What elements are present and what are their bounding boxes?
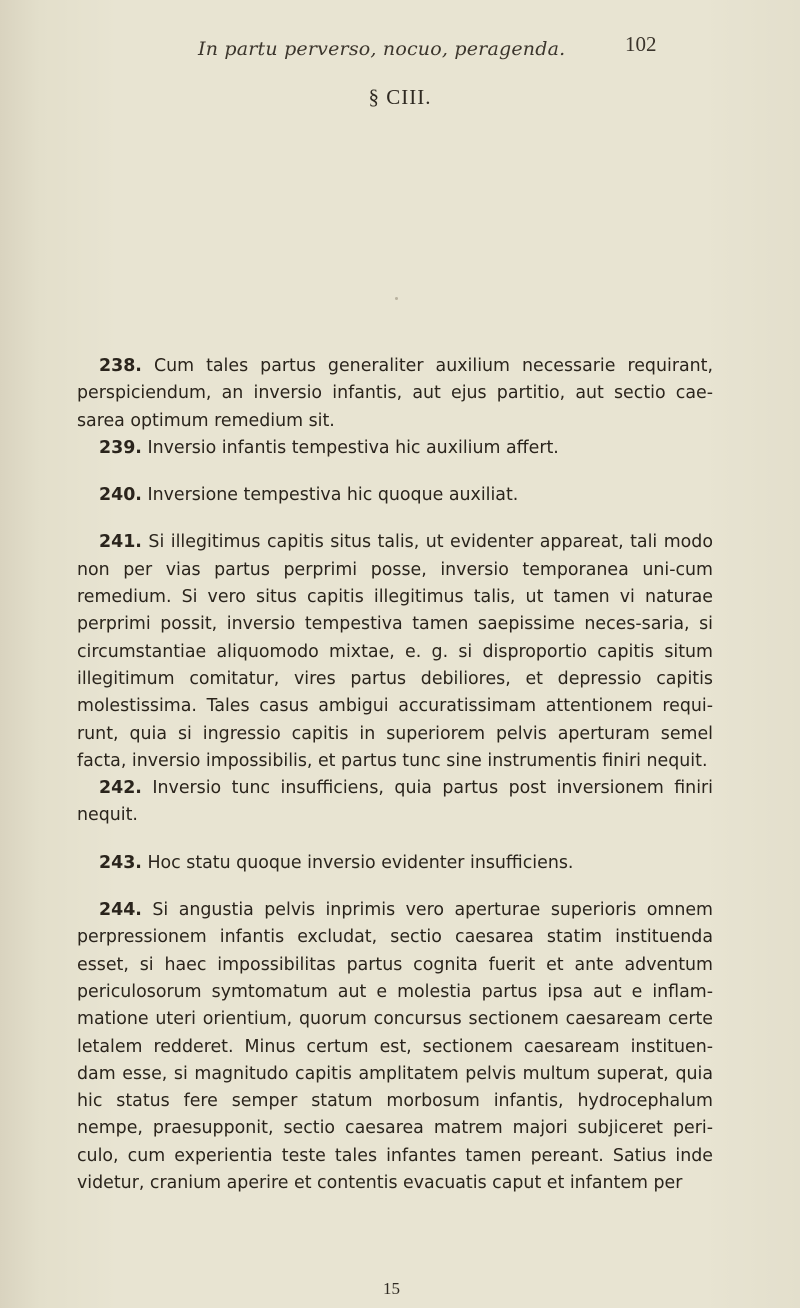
paragraph-text: Si angustia pelvis inprimis vero aperturae superioris omnem perpressionem infantis excludat, sectio caesarea statim instituenda esset, si haec impossibilitas partus cognita fuerit et ante adventum periculosorum symtomatum aut e molestia partus ipsa aut e inflam-matione uteri orientium, quorum concursus sectionem caesaream certe letalem redderet. Minus certum est, sectionem caesaream instituen-dam esse, si magnitudo capitis amplitatem pelvis multum superat, quia hic status fere semper statum morbosum infantis, hydrocephalum nempe, praesupponit, sectio caesarea matrem majori subjiceret peri-culo, cum experientia teste tales infantes tamen pereant. Satius inde videtur, cranium aperire et contentis evacuatis caput et infantem per	[77, 900, 713, 1194]
paragraph-241	[77, 529, 713, 775]
paragraph-242	[77, 775, 713, 830]
paragraph-number: 241.	[99, 532, 142, 553]
paragraph-text: Inversio tunc insufficiens, quia partus post inversionem finiri nequit.	[77, 778, 714, 826]
paragraph-number: 244.	[99, 900, 142, 921]
paragraph-239	[77, 435, 713, 462]
page-body	[77, 353, 713, 1197]
paragraph-text: Hoc statu quoque inversio evidenter insufficiens.	[147, 852, 574, 873]
paragraph-number: 240.	[99, 485, 142, 506]
signature-mark: 15	[383, 1279, 400, 1298]
paragraph-243	[77, 850, 713, 877]
paragraph-number: 242.	[99, 778, 142, 799]
paper-spot	[395, 297, 398, 300]
paragraph-number: 238.	[99, 356, 142, 376]
paragraph-text: Inversione tempestiva hic quoque auxiliat.	[147, 485, 519, 506]
paragraph-244	[77, 897, 713, 1197]
paragraph-text: Cum tales partus generaliter auxilium necessarie requirant, perspiciendum, an inversio infantis, aut ejus partitio, aut sectio cae-sarea optimum remedium sit.	[77, 356, 714, 431]
paragraph-number: 243.	[99, 852, 142, 873]
paragraph-number: 239.	[99, 437, 142, 458]
page-number: 102	[625, 32, 657, 56]
paragraph-text: Si illegitimus capitis situs talis, ut evidenter appareat, tali modo non per vias partus perprimi posse, inversio temporanea uni-cum remedium. Si vero situs capitis illegitimus talis, ut tamen vi naturae perprimi possit, inversio tempestiva tamen saepissime neces-saria, si circumstantiae aliquomodo mixtae, e. g. si disproportio capitis situm illegitimum comitatur, vires partus debiliores, et depressio capitis molestissima. Tales casus ambigui accuratissimam attentionem requi-runt, quia si ingressio capitis in superiorem pelvis aperturam semel facta, inversio impossibilis, et partus tunc sine instrumentis finiri nequit.	[77, 532, 713, 771]
paragraph-238	[77, 353, 713, 435]
section-title: § CIII.	[368, 85, 432, 109]
paragraph-text: Inversio infantis tempestiva hic auxilium affert.	[147, 437, 559, 458]
page-header	[0, 22, 800, 82]
paragraph-240	[77, 482, 713, 509]
running-head: In partu perverso, nocuo, peragenda.	[198, 38, 566, 60]
